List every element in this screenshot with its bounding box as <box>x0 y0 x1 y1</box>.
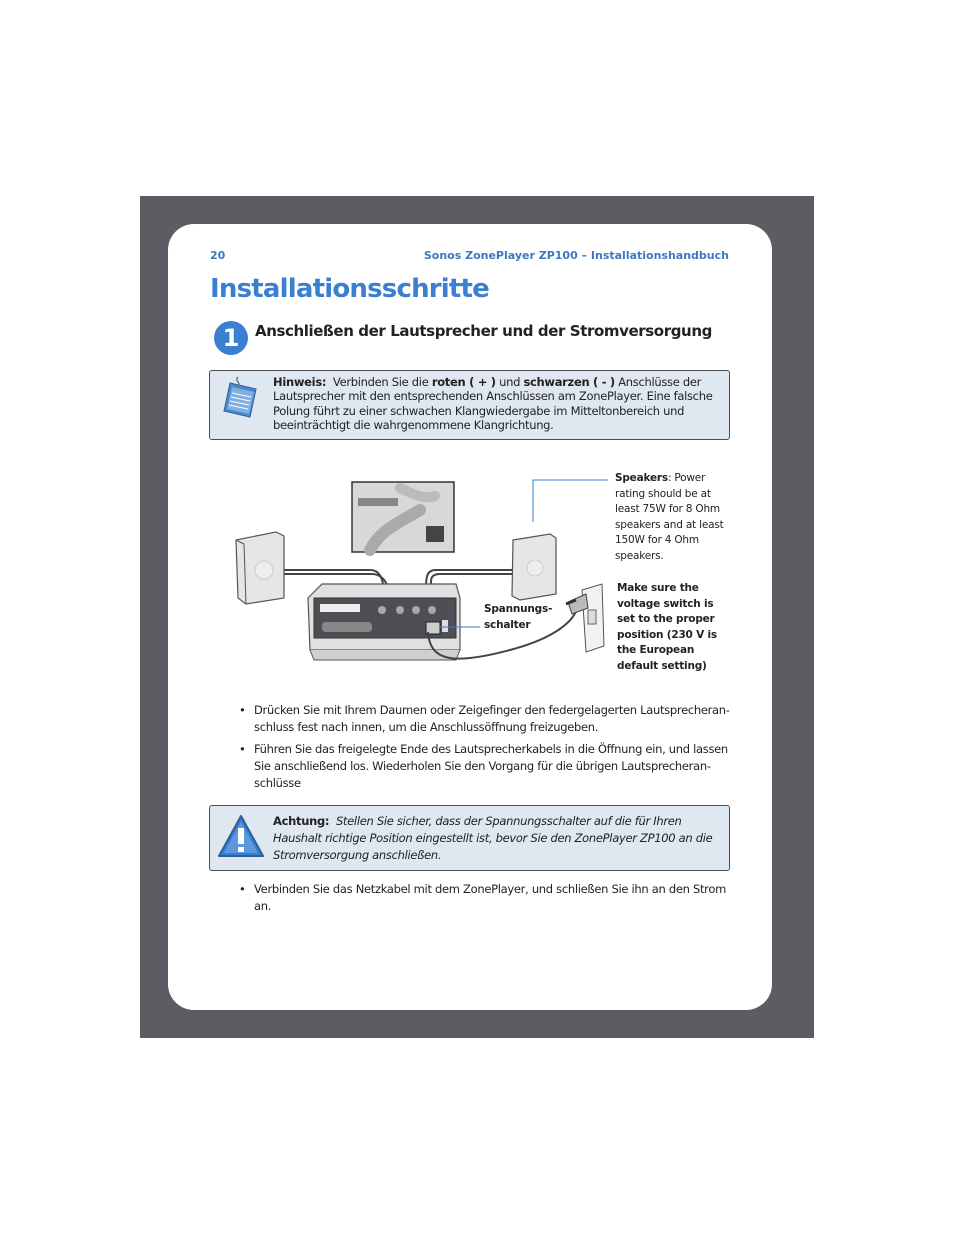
hint-text-1: Verbinden Sie die <box>332 375 429 389</box>
hint-text-2: Anschlüsse der Lautsprecher mit den entsprechenden Anschlüssen am ZonePlayer. Eine falsche Polung führt zu einer schwachen Klangwiedergabe im Mitteltonbereich und beeinträchtigt die wahrgenommene Klangrichtung. <box>273 375 713 433</box>
hint-text <box>273 375 721 433</box>
instruction-list-2 <box>236 881 746 920</box>
hint-red-terminal: roten ( + ) <box>431 375 496 389</box>
list-item: • Drücken Sie mit Ihrem Daumen oder Zeigefinger den federgelagerten Lautsprecheran-schluss fest nach innen, um die Anschlussöffnung freizugeben. <box>236 702 730 736</box>
hint-black-terminal: schwarzen ( - ) <box>523 375 615 389</box>
hint-and: und <box>499 375 521 389</box>
note-paper-icon <box>218 375 264 425</box>
running-title: Sonos ZonePlayer ZP100 – Installationshandbuch <box>423 249 729 262</box>
inset-photo <box>352 482 454 552</box>
voltage-switch-label: Spannungs-schalter <box>484 603 553 631</box>
speakers-callout <box>615 471 725 564</box>
zoneplayer-unit <box>308 584 460 660</box>
hint-box <box>209 370 730 440</box>
page-number: 20 <box>210 249 226 262</box>
caution-label: Achtung: <box>273 814 330 828</box>
voltage-note: Make sure the voltage switch is set to the proper position (230 V is the European default setting) <box>617 582 717 672</box>
caution-text <box>273 813 721 864</box>
step-number-badge: 1 <box>214 321 248 355</box>
step-heading: Anschließen der Lautsprecher und der Stromversorgung <box>255 322 712 340</box>
list-item: • Verbinden Sie das Netzkabel mit dem ZonePlayer, und schließen Sie ihn an den Strom an. <box>236 881 746 915</box>
speakers-text: : Power rating should be at least 75W for 8 Ohm speakers and at least 150W for 4 Ohm speakers. <box>615 472 724 562</box>
caution-box <box>209 805 730 871</box>
connection-diagram <box>230 470 740 695</box>
speakers-label: Speakers <box>615 472 668 484</box>
page-title: Installationsschritte <box>210 274 490 304</box>
left-speaker <box>236 532 284 604</box>
right-speaker <box>512 534 556 600</box>
hint-label: Hinweis: <box>273 375 327 389</box>
instruction-list-1 <box>236 702 730 797</box>
caution-body: Stellen Sie sicher, dass der Spannungsschalter auf die für Ihren Haushalt richtige Position eingestellt ist, bevor Sie den ZonePlayer ZP100 an die Stromversorgung anschließen. <box>273 814 713 862</box>
list-item: • Führen Sie das freigelegte Ende des Lautsprecherkabels in die Öffnung ein, und lassen Sie anschließend los. Wiederholen Sie den Vorgang für die übrigen Lautsprecheran-schlüsse <box>236 741 730 792</box>
warning-icon <box>216 812 266 866</box>
